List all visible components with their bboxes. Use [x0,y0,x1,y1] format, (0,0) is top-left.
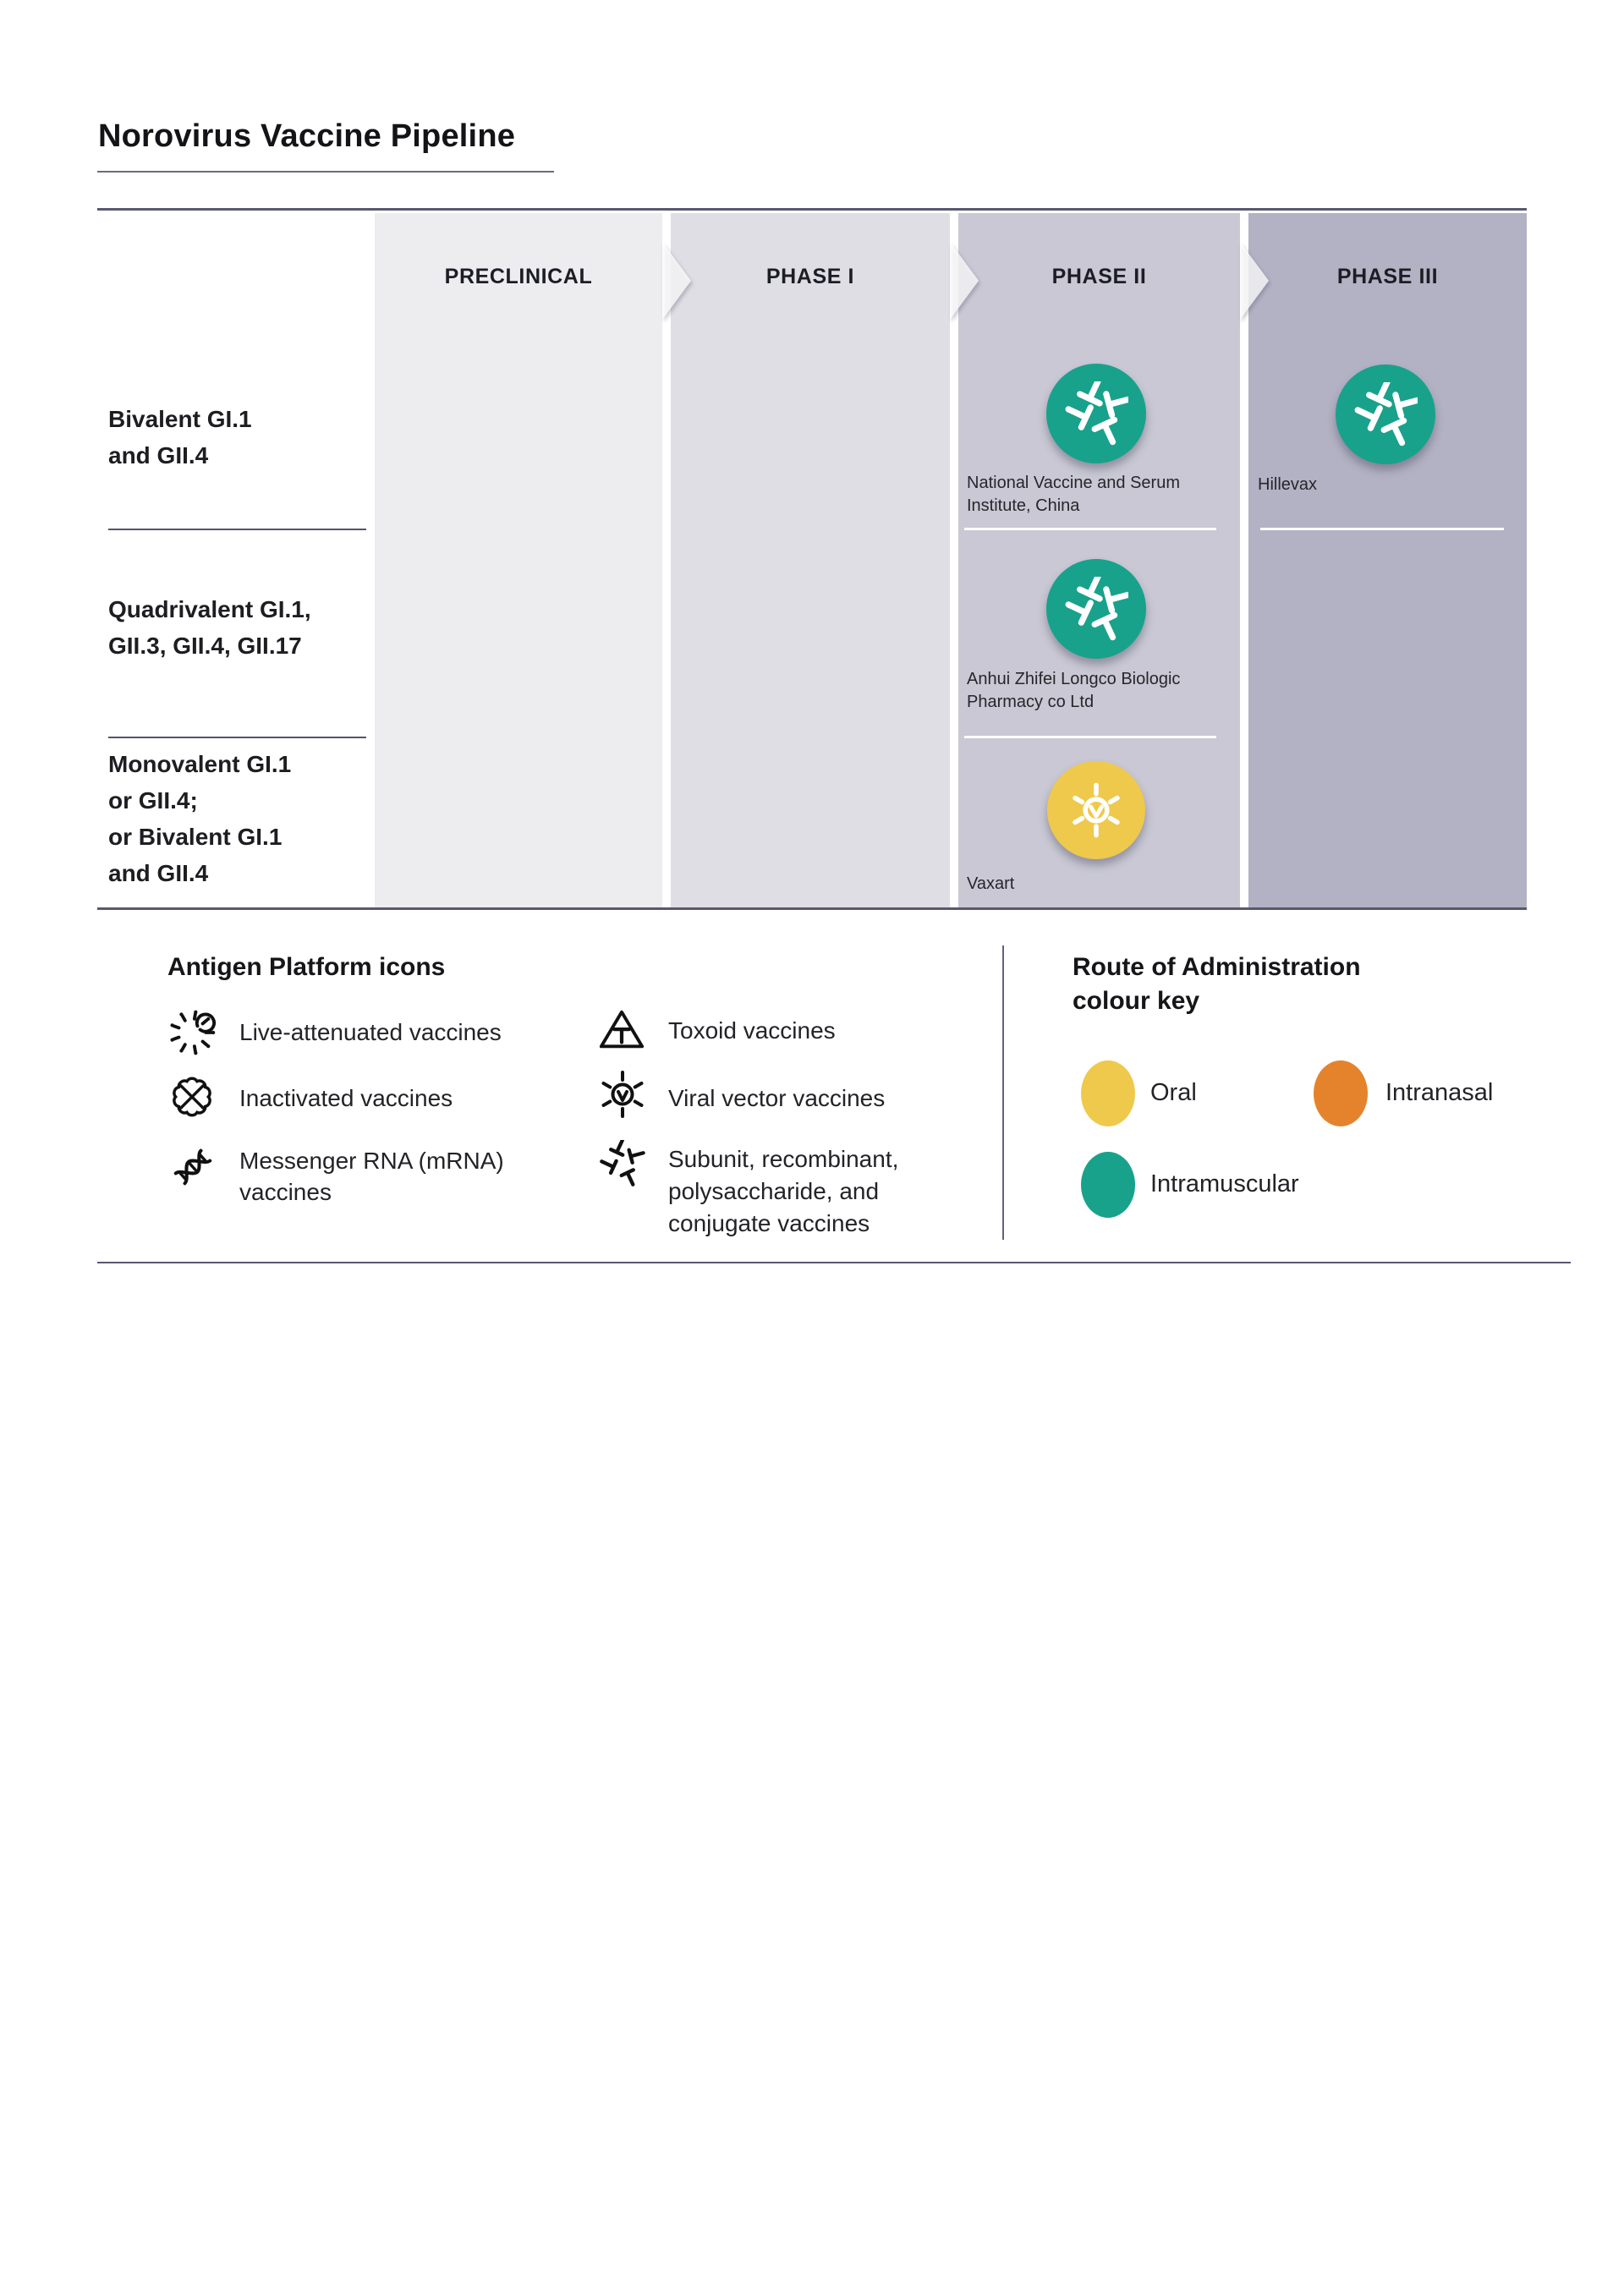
mrna-icon [167,1142,218,1192]
phase-header-phase-3: PHASE III [1336,265,1439,288]
company-name: Vaxart [967,874,1015,893]
legend-label-toxoid: Toxoid vaccines [668,1017,836,1044]
oral-swatch [1081,1060,1135,1126]
table-bottom-rule [97,907,1527,910]
row-label-bivalent: Bivalent GI.1 and GII.4 [108,406,252,469]
table-top-rule [97,208,1527,211]
legend-divider [1002,945,1004,1240]
phase-arrow-icon [1240,242,1269,320]
column-phase-1 [671,213,950,907]
route-label-intranasal: Intranasal [1385,1079,1494,1106]
phase-arrow-icon [662,242,691,320]
entry-divider [1260,528,1504,530]
intranasal-swatch [1314,1060,1368,1126]
row-label-quadrivalent: Quadrivalent GI.1, GII.3, GII.4, GII.17 [108,596,311,659]
route-key-title: Route of Administration colour key [1073,953,1361,1015]
legend-label-mrna: Messenger RNA (mRNA) vaccines [239,1148,504,1205]
legend-label-inactivated: Inactivated vaccines [239,1085,453,1111]
entry-divider [964,736,1216,738]
vaccine-entry-anhui-zhifei [1046,559,1146,659]
vaccine-entry-hillevax [1336,364,1435,464]
legend-label-viral-vector: Viral vector vaccines [668,1085,886,1111]
subunit-vaccine-icon [1064,381,1128,446]
viral-vector-vaccine-icon [1062,776,1130,844]
row-divider [108,737,366,738]
subunit-vaccine-icon [1064,577,1128,641]
route-label-intramuscular: Intramuscular [1150,1170,1299,1197]
antigen-platform-title: Antigen Platform icons [167,953,446,981]
entry-divider [964,528,1216,530]
vaccine-entry-nvsi [1046,364,1146,463]
legend-bottom-rule [97,1262,1571,1263]
viral-vector-icon [597,1069,648,1120]
legend-label-subunit: Subunit, recombinant, polysaccharide, and conjugate vaccines [668,1146,899,1236]
title-underline [97,171,554,173]
company-name: Hillevax [1258,475,1318,494]
route-label-oral: Oral [1150,1079,1197,1106]
toxoid-icon [597,1006,646,1055]
phase-arrow-icon [950,242,979,320]
subunit-vaccine-icon [1353,382,1418,447]
column-phase-3 [1248,213,1527,907]
inactivated-icon [167,1072,217,1121]
subunit-icon [597,1140,646,1189]
legend-label-live-attenuated: Live-attenuated vaccines [239,1019,502,1045]
company-name: National Vaccine and Serum Institute, China [967,474,1180,515]
live-attenuated-icon [167,1008,217,1057]
page-title: Norovirus Vaccine Pipeline [98,118,516,154]
phase-header-phase-1: PHASE I [765,265,855,288]
phase-header-preclinical: PRECLINICAL [444,265,593,288]
company-name: Anhui Zhifei Longco Biologic Pharmacy co Ltd [967,670,1181,711]
phase-header-phase-2: PHASE II [1051,265,1147,288]
vaccine-entry-vaxart [1047,761,1145,859]
row-divider [108,529,366,530]
intramuscular-swatch [1081,1152,1135,1218]
column-preclinical [375,213,662,907]
row-label-monovalent: Monovalent GI.1 or GII.4; or Bivalent GI.1 and GII.4 [108,751,292,886]
